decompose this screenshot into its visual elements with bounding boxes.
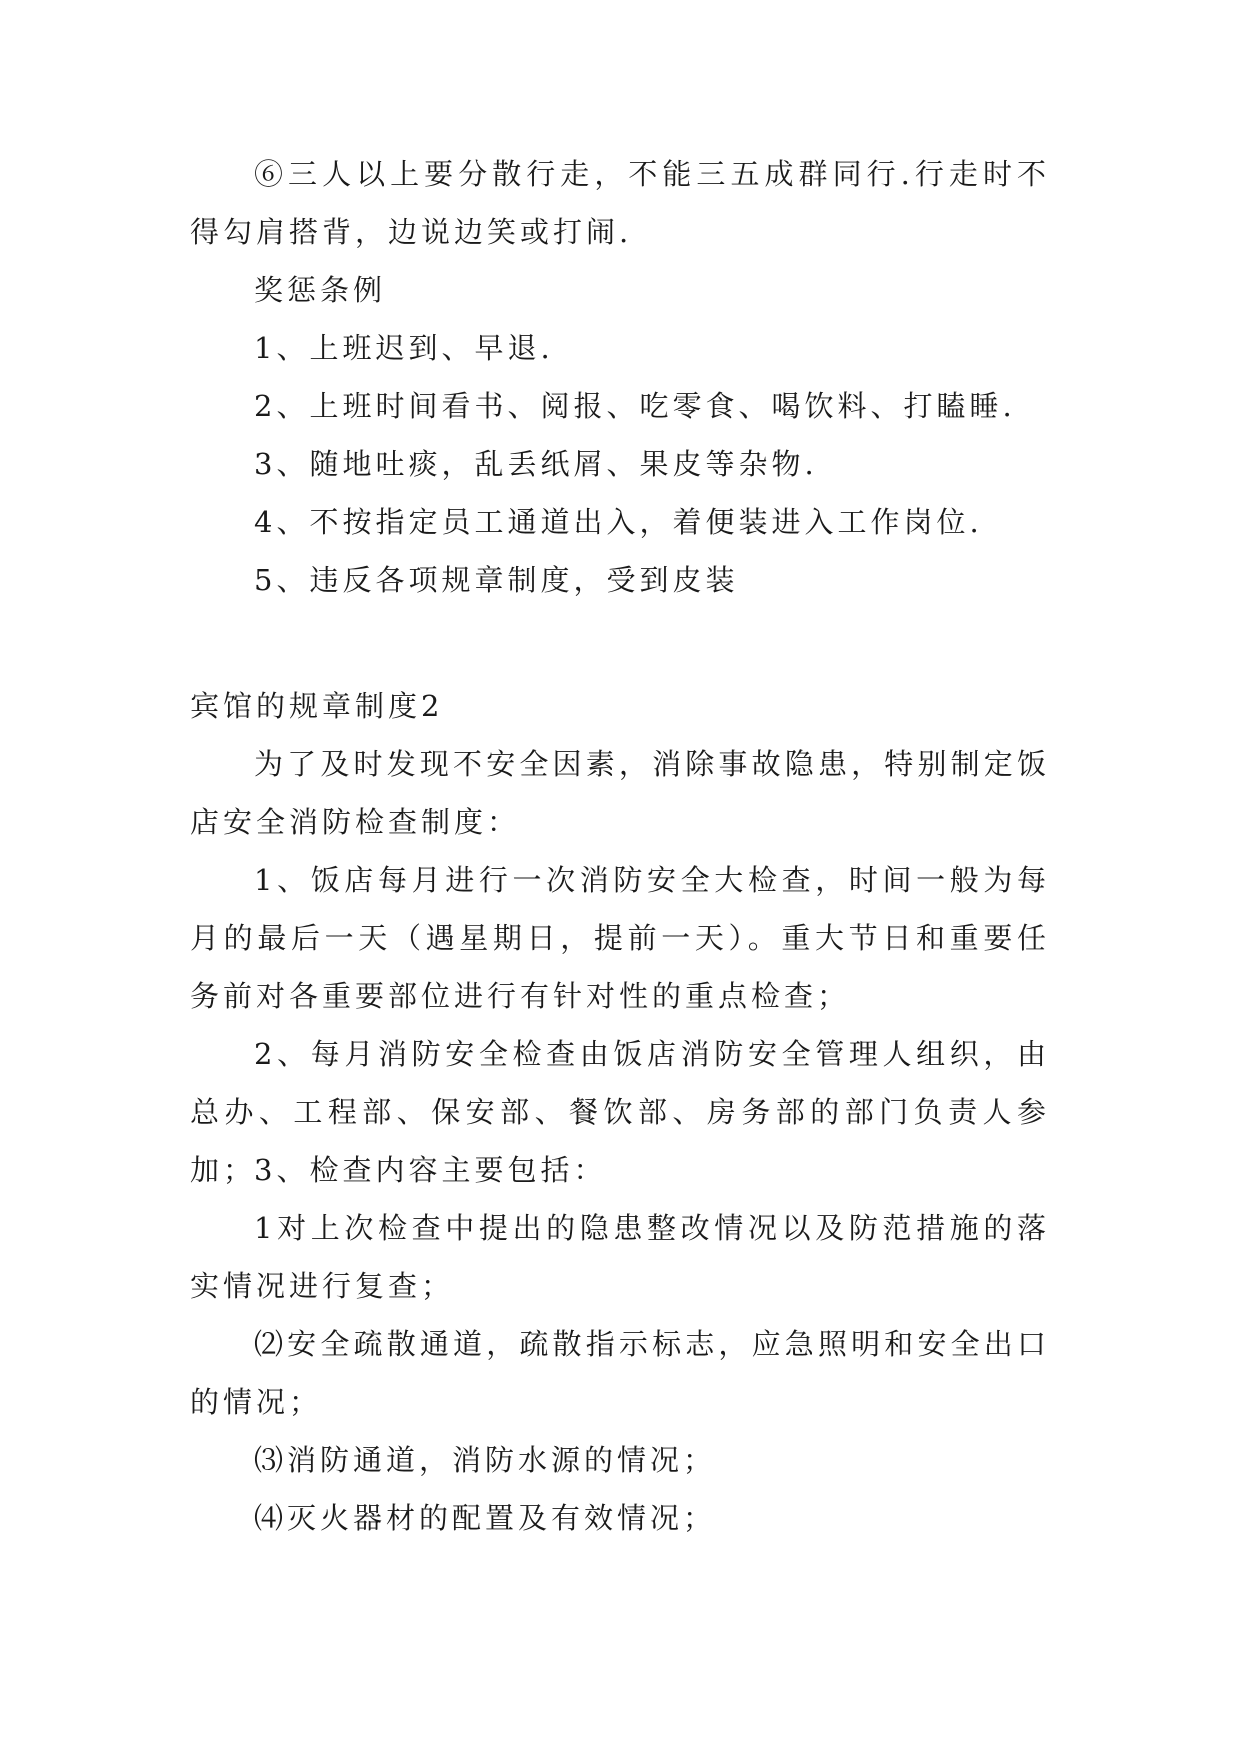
section-title: 宾馆的规章制度2 — [190, 689, 444, 723]
list-item: 2、上班时间看书、阅报、吃零食、喝饮料、打瞌睡. — [254, 389, 1016, 423]
list-item: ⑵安全疏散通道，疏散指示标志，应急照明和安全出口的情况； — [190, 1327, 1050, 1419]
list-item: 2、每月消防安全检查由饭店消防安全管理人组织，由总办、工程部、保安部、餐饮部、房务部的部门负责人参加； — [190, 1037, 1050, 1187]
list-item: ⑷灭火器材的配置及有效情况； — [254, 1501, 717, 1535]
list-item: ⑶消防通道，消防水源的情况； — [254, 1443, 717, 1477]
list-item: 1对上次检查中提出的隐患整改情况以及防范措施的落实情况进行复查； — [190, 1211, 1050, 1303]
list-item: 3、随地吐痰，乱丢纸屑、果皮等杂物. — [254, 447, 818, 481]
list-item: 4、不按指定员工通道出入，着便装进入工作岗位. — [254, 505, 983, 539]
list-item: 1、上班迟到、早退. — [254, 331, 554, 365]
list-item: 1、饭店每月进行一次消防安全大检查，时间一般为每月的最后一天（遇星期日，提前一天）。重大节日和重要任务前对各重要部位进行有针对性的重点检查； — [190, 863, 1050, 1013]
paragraph-intro: 为了及时发现不安全因素，消除事故隐患，特别制定饭店安全消防检查制度： — [190, 747, 1050, 839]
section-heading-rewards-penalties: 奖惩条例 — [254, 273, 387, 307]
list-item: 5、违反各项规章制度，受到皮装 — [254, 563, 739, 597]
list-item: 3、检查内容主要包括： — [254, 1153, 607, 1187]
paragraph-walking-rule: ⑥三人以上要分散行走，不能三五成群同行.行走时不得勾肩搭背，边说边笑或打闹. — [190, 157, 1050, 249]
